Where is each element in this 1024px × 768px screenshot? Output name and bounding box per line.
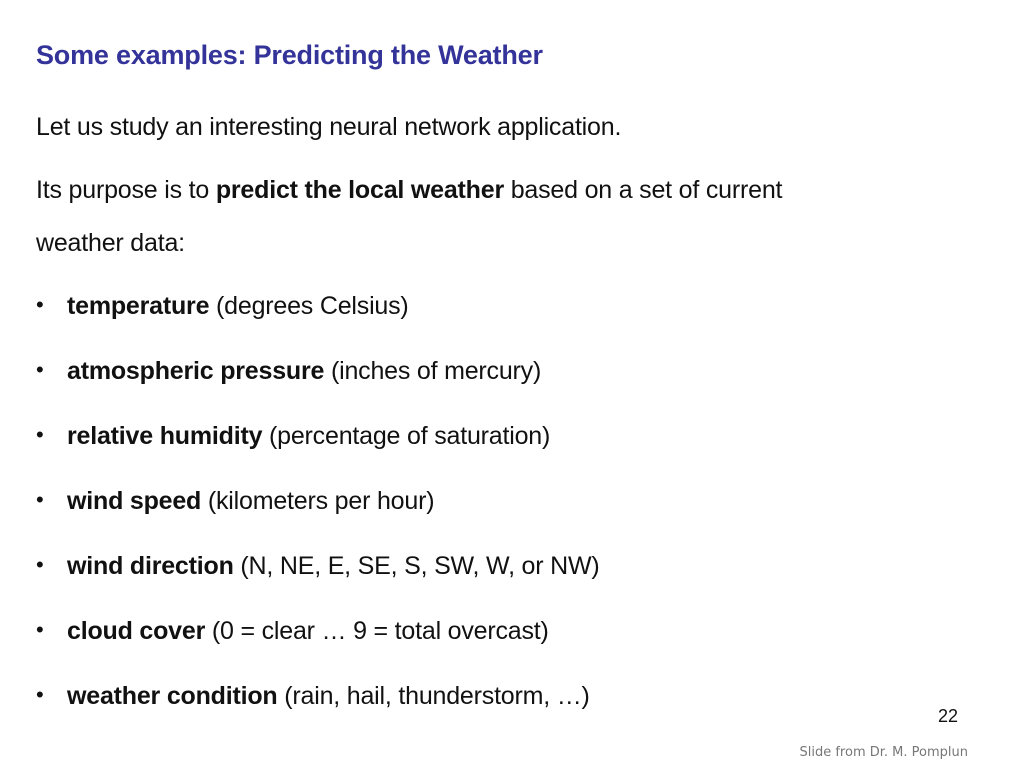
list-item-detail: (0 = clear … 9 = total overcast) (205, 617, 549, 645)
bullet-marker: • (36, 422, 44, 447)
purpose-line-1 (36, 164, 976, 217)
list-item-detail: (percentage of saturation) (262, 422, 551, 450)
purpose-line-2: weather data: (36, 229, 185, 257)
bullet-marker: • (36, 552, 44, 577)
list-item-term: atmospheric pressure (67, 357, 325, 385)
intro-text: Let us study an interesting neural network application. (36, 113, 622, 141)
list-item-term: wind speed (67, 487, 202, 515)
list-item-term: weather condition (67, 682, 278, 710)
list-item-term: temperature (67, 292, 210, 320)
purpose-paragraph (36, 176, 976, 270)
bullet-marker: • (36, 357, 44, 382)
bullet-marker: • (36, 617, 44, 642)
list-item-detail: (N, NE, E, SE, S, SW, W, or NW) (233, 552, 600, 580)
slide-credit: Slide from Dr. M. Pomplun (799, 745, 968, 760)
list-item-detail: (degrees Celsius) (209, 292, 409, 320)
slide-title: Some examples: Predicting the Weather (36, 40, 543, 70)
bullet-marker: • (36, 682, 44, 707)
list-item-term: cloud cover (67, 617, 206, 645)
purpose-emphasis: predict the local weather (215, 176, 504, 204)
list-item-detail: (inches of mercury) (324, 357, 542, 385)
list-item-term: relative humidity (67, 422, 263, 450)
page-number: 22 (938, 706, 959, 726)
bullet-marker: • (36, 292, 44, 317)
list-item-term: wind direction (67, 552, 234, 580)
list-item-detail: (kilometers per hour) (201, 487, 435, 515)
purpose-prefix: Its purpose is to (36, 176, 216, 204)
bullet-marker: • (36, 487, 44, 512)
purpose-suffix: based on a set of current (503, 176, 783, 204)
list-item-detail: (rain, hail, thunderstorm, …) (277, 682, 590, 710)
